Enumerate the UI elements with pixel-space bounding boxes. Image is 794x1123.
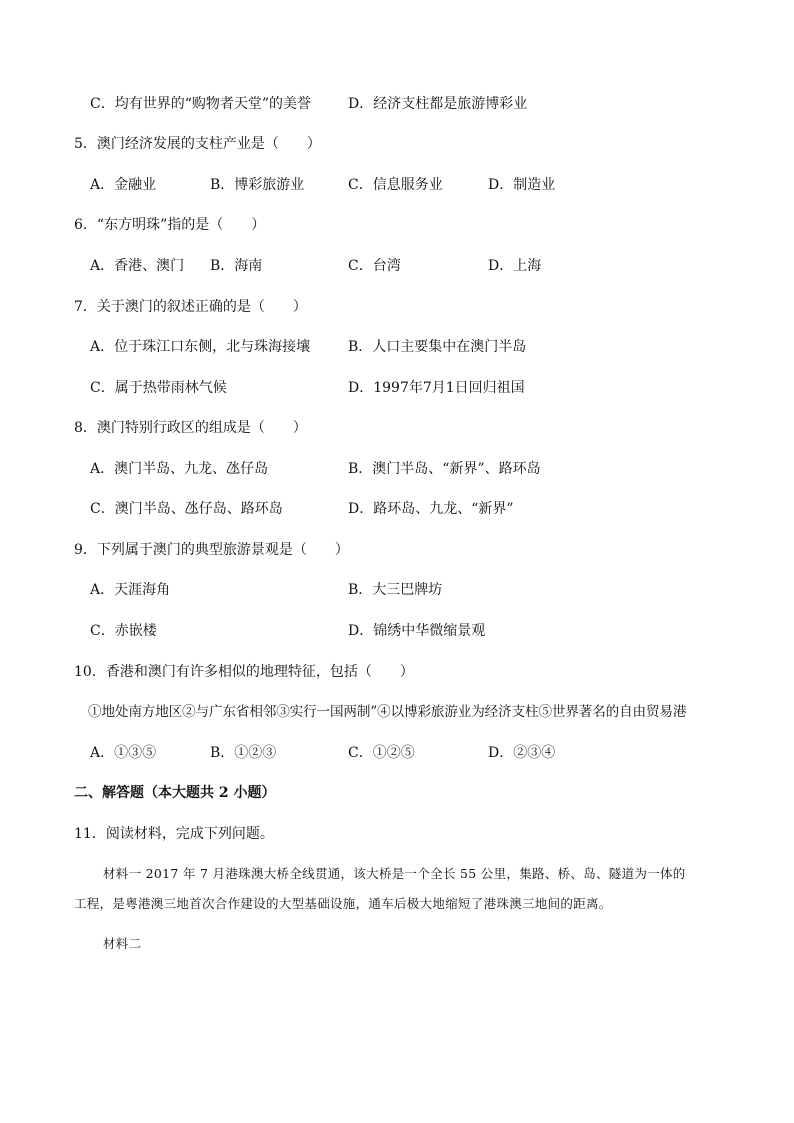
- option-c: C．信息服务业: [348, 177, 443, 193]
- option-b: B．人口主要集中在澳门半岛: [348, 339, 527, 355]
- question-8-stem: 8．澳门特别行政区的组成是（ ）: [74, 420, 307, 436]
- question-10-options: [0, 743, 794, 763]
- option-a: A．位于珠江口东侧，北与珠海接壤: [90, 339, 311, 355]
- option-a: A．①③⑤: [90, 745, 157, 761]
- option-a: A．香港、澳门: [90, 258, 185, 274]
- material-1-line-1: 材料一 2017 年 7 月港珠澳大桥全线贯通，该大桥是一个全长 55 公里，集路、桥、岛、隧道为一体的: [103, 866, 686, 881]
- option-b: B．①②③: [210, 745, 277, 761]
- question-6-options: [0, 256, 794, 276]
- material-2-label: 材料二: [103, 936, 142, 951]
- option-b: B．大三巴牌坊: [348, 582, 443, 598]
- question-10-stem: 10．香港和澳门有许多相似的地理特征，包括（ ）: [74, 664, 414, 680]
- option-a: A．金融业: [90, 177, 157, 193]
- question-8-options-cd: [0, 499, 794, 519]
- question-10-statements: ①地处南方地区②与广东省相邻③实行一国两制”④以博彩旅游业为经济支柱⑤世界著名的自由贸易港: [88, 704, 687, 720]
- option-c: C．属于热带雨林气候: [90, 380, 227, 396]
- option-c: C．赤嵌楼: [90, 623, 157, 639]
- option-d: D．1997年7月1日回归祖国: [348, 380, 525, 396]
- option-c: C．台湾: [348, 258, 401, 274]
- option-c: C．①②⑤: [348, 745, 415, 761]
- option-c: C．均有世界的“购物者天堂”的美誉: [90, 96, 312, 112]
- q4-options-row: [0, 94, 794, 114]
- option-d: D．经济支柱都是旅游博彩业: [348, 96, 528, 112]
- question-7-options-ab: [0, 337, 794, 357]
- question-8-options-ab: [0, 459, 794, 479]
- question-6-stem: 6．“东方明珠”指的是（ ）: [74, 217, 266, 233]
- question-5-stem: 5．澳门经济发展的支柱产业是（ ）: [74, 136, 321, 152]
- option-d: D．路环岛、九龙、“新界”: [348, 501, 514, 517]
- option-c: C．澳门半岛、氹仔岛、路环岛: [90, 501, 283, 517]
- question-9-options-cd: [0, 621, 794, 641]
- option-b: B．澳门半岛、“新界”、路环岛: [348, 461, 541, 477]
- option-b: B．博彩旅游业: [210, 177, 305, 193]
- question-9-options-ab: [0, 580, 794, 600]
- option-a: A．天涯海角: [90, 582, 171, 598]
- question-7-options-cd: [0, 378, 794, 398]
- option-b: B．海南: [210, 258, 263, 274]
- section-heading: 二、解答题（本大题共 2 小题）: [74, 785, 276, 801]
- option-d: D．②③④: [488, 745, 556, 761]
- material-1-line-2: 工程，是粤港澳三地首次合作建设的大型基础设施，通车后极大地缩短了港珠澳三地间的距离。: [74, 896, 612, 911]
- option-a: A．澳门半岛、九龙、氹仔岛: [90, 461, 269, 477]
- question-11-stem: 11．阅读材料，完成下列问题。: [74, 826, 274, 842]
- question-5-options: [0, 175, 794, 195]
- option-d: D．制造业: [488, 177, 556, 193]
- option-d: D．上海: [488, 258, 542, 274]
- option-d: D．锦绣中华微缩景观: [348, 623, 486, 639]
- question-9-stem: 9．下列属于澳门的典型旅游景观是（ ）: [74, 542, 349, 558]
- question-7-stem: 7．关于澳门的叙述正确的是（ ）: [74, 299, 307, 315]
